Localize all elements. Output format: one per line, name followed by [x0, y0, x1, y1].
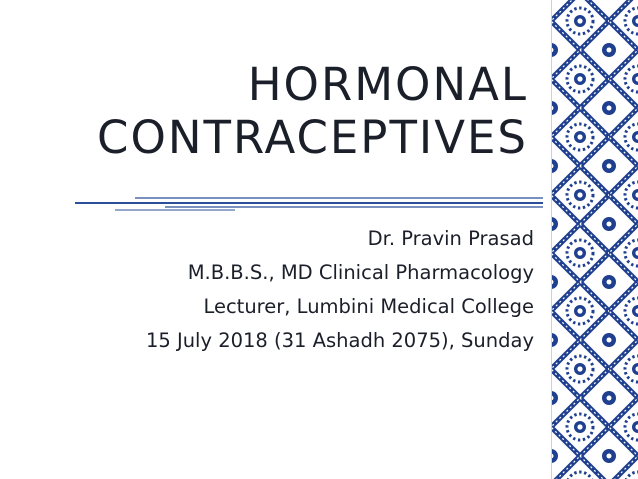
presenter-name: Dr. Pravin Prasad: [367, 227, 534, 250]
decorative-tile-pattern: [551, 0, 638, 479]
slide-title: [97, 58, 528, 164]
presenter-info: [146, 222, 534, 358]
presentation-date: 15 July 2018 (31 Ashadh 2075), Sunday: [145, 329, 534, 352]
presenter-degree: M.B.B.S., MD Clinical Pharmacology: [187, 261, 534, 284]
title-line-2: CONTRACEPTIVES: [97, 111, 528, 164]
presenter-position: Lecturer, Lumbini Medical College: [203, 295, 534, 318]
title-line-1: HORMONAL: [247, 58, 528, 111]
title-divider-lines: [75, 193, 543, 213]
